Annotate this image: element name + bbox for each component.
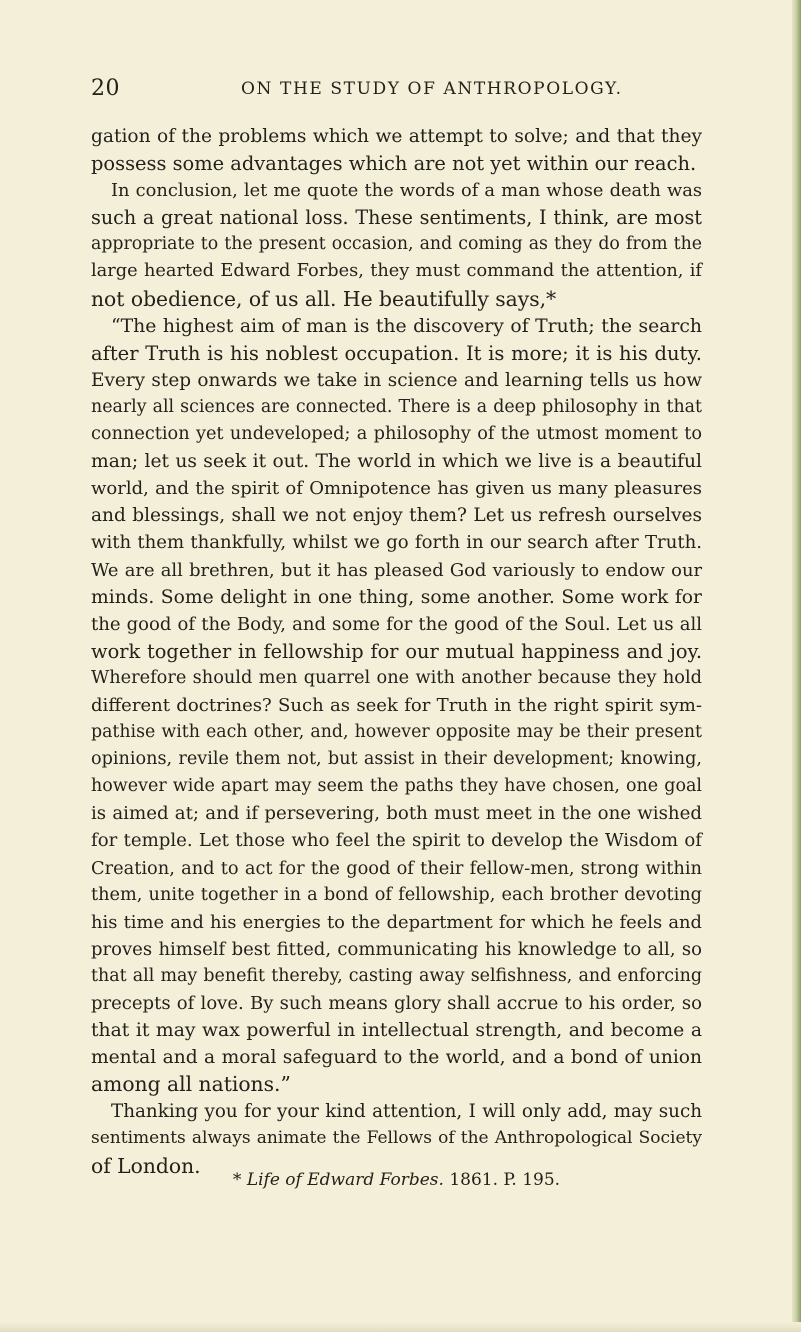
text-line: sentiments always animate the Fellows of the Anthropological Society (91, 1128, 702, 1149)
footnote (91, 1170, 702, 1190)
text-line: appropriate to the present occasion, and coming as they do from the (91, 234, 702, 255)
text-line: work together in fellowship for our mutual happiness and joy. (91, 639, 702, 663)
text-line: and blessings, shall we not enjoy them? Let us refresh ourselves (91, 505, 702, 527)
page-number: 20 (91, 76, 120, 101)
text-line: not obedience, of us all. He beautifully says,* (91, 286, 557, 311)
text-line: precepts of love. By such means glory shall accrue to his order, so (91, 993, 702, 1014)
text-line: world, and the spirit of Omnipotence has given us many pleasures (91, 478, 702, 500)
text-line: man; let us seek it out. The world in which we live is a beautiful (91, 451, 702, 473)
text-line: his time and his energies to the department for which he feels and (91, 911, 702, 933)
text-line: is aimed at; and if persevering, both must meet in the one wished (91, 803, 702, 825)
text-line: possess some advantages which are not yet within our reach. (91, 152, 697, 176)
footnote-details: 1861. P. 195. (449, 1170, 561, 1190)
text-line: gation of the problems which we attempt to solve; and that they (91, 126, 702, 147)
text-line: for temple. Let those who feel the spirit to develop the Wisdom of (91, 830, 702, 852)
page-edge-right (792, 0, 801, 1332)
text-line: that it may wax powerful in intellectual strength, and become a (91, 1020, 702, 1042)
text-line: minds. Some delight in one thing, some another. Some work for (91, 586, 702, 608)
text-line: We are all brethren, but it has pleased God variously to endow our (91, 559, 702, 581)
text-line: Thanking you for your kind attention, I will only add, may such (111, 1101, 702, 1123)
text-line: Every step onwards we take in science and learning tells us how (91, 369, 702, 391)
text-line: however wide apart may seem the paths they have chosen, one goal (91, 776, 702, 797)
page-edge-bottom (0, 1322, 801, 1332)
text-line: opinions, revile them not, but assist in their development; knowing, (91, 749, 702, 770)
text-line: pathise with each other, and, however opposite may be their present (91, 722, 702, 743)
text-line: different doctrines? Such as seek for Truth in the right spirit sym- (91, 694, 702, 716)
page-header (91, 76, 701, 106)
body-text (91, 123, 702, 1180)
text-line: among all nations.” (91, 1072, 291, 1097)
text-line: mental and a moral safeguard to the world, and a bond of union (91, 1047, 702, 1069)
text-line: with them thankfully, whilst we go forth in our search after Truth. (91, 532, 702, 554)
text-line: large hearted Edward Forbes, they must command the attention, if (91, 261, 702, 282)
text-line: proves himself best fitted, communicating his knowledge to all, so (91, 938, 702, 960)
text-line: of London. (91, 1153, 201, 1178)
running-head: ON THE STUDY OF ANTHROPOLOGY. (241, 79, 623, 99)
text-line: In conclusion, let me quote the words of a man whose death was (111, 180, 702, 202)
text-line: such a great national loss. These sentiments, I think, are most (91, 206, 702, 230)
text-line: Wherefore should men quarrel one with another because they hold (91, 667, 702, 688)
text-line: connection yet undeveloped; a philosophy of the utmost moment to (91, 424, 702, 445)
text-line: “The highest aim of man is the discovery of Truth; the search (111, 315, 702, 337)
text-line: nearly all sciences are connected. There is a deep philosophy in that (91, 396, 702, 417)
footnote-title: Life of Edward Forbes. (246, 1170, 444, 1190)
text-line: them, unite together in a bond of fellowship, each brother devoting (91, 884, 702, 905)
text-line: Creation, and to act for the good of their fellow-men, strong within (91, 857, 702, 879)
text-line: after Truth is his noblest occupation. It is more; it is his duty. (91, 341, 702, 365)
text-line: that all may benefit thereby, casting away selfishness, and enforcing (91, 965, 702, 986)
text-line: the good of the Body, and some for the good of the Soul. Let us all (91, 613, 702, 635)
footnote-marker: * (232, 1170, 242, 1190)
